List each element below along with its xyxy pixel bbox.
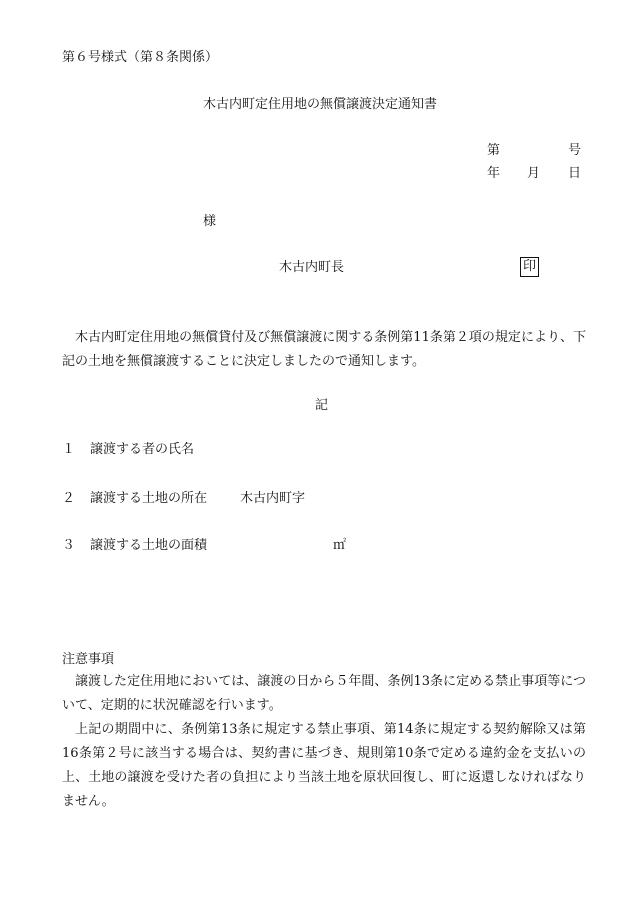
item-label: 譲渡する者の氏名 — [90, 442, 195, 457]
notes-heading: 注意事項 — [62, 652, 115, 667]
body-paragraph: 木古内町定住用地の無償貸付及び無償譲渡に関する条例第11条第２項の規定により、下記の土地を無償譲渡することに決定しましたので通知します。 — [62, 330, 586, 369]
item-label: 譲渡する土地の面積 — [90, 538, 208, 553]
form-number: 第６号様式（第８条関係） — [62, 50, 219, 65]
note-paragraph-2: 上記の期間中に、条例第13条に規定する禁止事項、第14条に規定する契約解除又は第16条第２号に該当する場合は、契約書に基づき、規則第10条で定める違約金を支払いの上、土地の譲渡を受けた者の負担により当該土地を原状回復し、町に返還しなければなりません。 — [62, 722, 586, 809]
record-label: 記 — [315, 398, 329, 413]
date-year-label: 年 — [487, 166, 501, 181]
item-label: 譲渡する土地の所在 — [90, 491, 208, 506]
seal-mark: 印 — [520, 257, 539, 277]
date-day-label: 日 — [568, 166, 582, 181]
reference-go-label: 号 — [568, 143, 582, 158]
item-number: ３ — [62, 538, 76, 553]
item-number: １ — [62, 442, 76, 457]
recipient-suffix: 様 — [203, 214, 217, 229]
reference-dai-label: 第 — [487, 143, 501, 158]
item-land-location — [62, 490, 207, 508]
note-paragraph-1: 譲渡した定住用地においては、譲渡の日から５年間、条例13条に定める禁止事項等について、定期的に状況確認を行います。 — [62, 674, 586, 713]
item-land-area — [62, 537, 207, 555]
item-number: ２ — [62, 491, 76, 506]
item-land-area-unit: ㎡ — [333, 538, 347, 553]
sender-name: 木古内町長 — [279, 260, 345, 275]
item-recipient-name — [62, 441, 194, 459]
document-title: 木古内町定住用地の無償譲渡決定通知書 — [203, 97, 438, 112]
date-month-label: 月 — [527, 166, 541, 181]
item-land-location-value: 木古内町字 — [240, 491, 306, 506]
